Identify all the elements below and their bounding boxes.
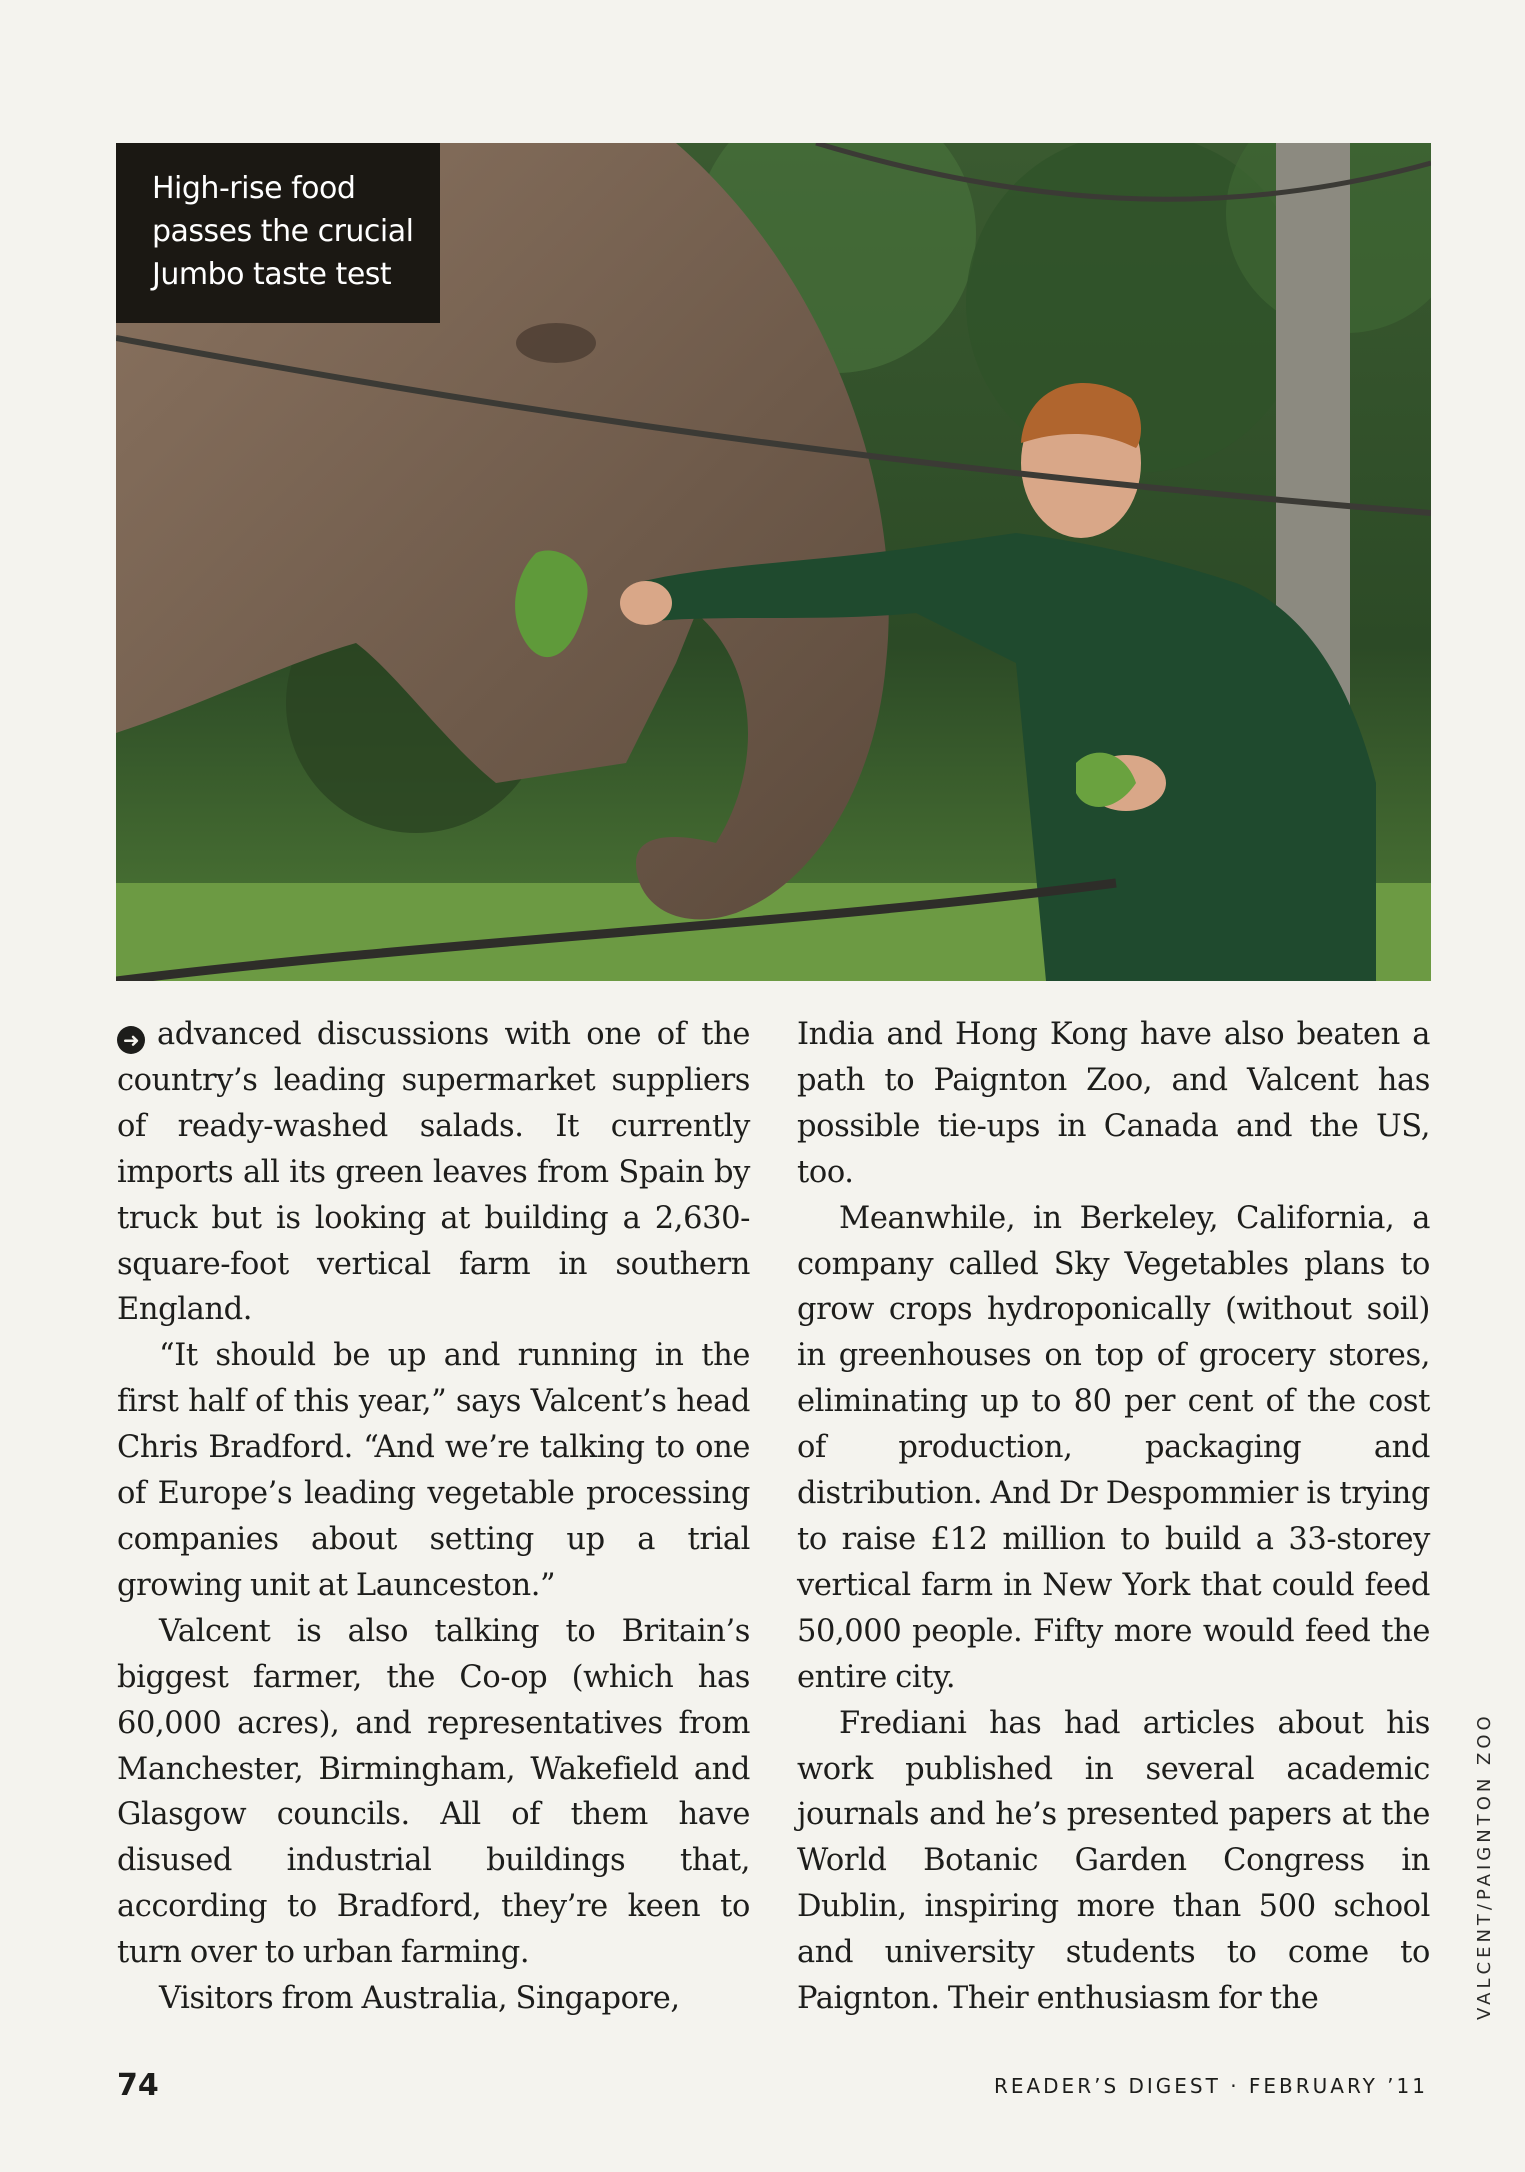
- caption-line: passes the crucial: [152, 214, 414, 249]
- paragraph: “It should be up and running in the first half of this year,” says Valcent’s head Chris Bradford. “And we’re talking to one of Europe’s leading vegetable processing companies about setting up a trial growing unit at Launceston.”: [117, 1338, 750, 1603]
- running-footer: READER’S DIGEST · FEBRUARY ’11: [993, 2074, 1428, 2098]
- paragraph-text: advanced discussions with one of the country’s leading supermarket suppliers of ready-washed salads. It currently imports all its green leaves from Spain by truck but is looking at building a 2,630-square-foot vertical farm in southern England.: [117, 1017, 750, 1328]
- paragraph: Valcent is also talking to Britain’s biggest farmer, the Co-op (which has 60,000 acres), and representatives from Manchester, Birmingham, Wakefield and Glasgow councils. All of them have disused industrial buildings that, according to Bradford, they’re keen to turn over to urban farming.: [117, 1613, 750, 1971]
- continued-arrow-icon: ➜: [117, 1026, 145, 1054]
- article-column-right: [797, 1012, 1430, 2022]
- article-photo: [116, 143, 1431, 981]
- page-number: 74: [117, 2068, 159, 2103]
- paragraph: Frediani has had articles about his work published in several academic journals and he’s presented papers at the World Botanic Garden Congress in Dublin, inspiring more than 500 school and university students to come to Paignton. Their enthusiasm for the: [797, 1705, 1430, 2017]
- photo-caption: [116, 143, 440, 323]
- article-column-left: [117, 1012, 750, 2022]
- photo-credit: VALCENT/PAIGNTON ZOO: [1474, 1712, 1495, 2020]
- paragraph: [117, 1012, 750, 1333]
- paragraph: Visitors from Australia, Singapore,: [159, 1981, 680, 2017]
- paragraph: Meanwhile, in Berkeley, California, a company called Sky Vegetables plans to grow crops hydroponically (without soil) in greenhouses on top of grocery stores, eliminating up to 80 per cent of the cost of production, packaging and distribution. And Dr Despommier is trying to raise £12 million to build a 33-storey vertical farm in New York that could feed 50,000 people. Fifty more would feed the entire city.: [797, 1200, 1430, 1695]
- caption-line: Jumbo taste test: [152, 257, 392, 292]
- caption-line: High-rise food: [152, 171, 356, 206]
- paragraph: India and Hong Kong have also beaten a path to Paignton Zoo, and Valcent has possible tie-ups in Canada and the US, too.: [797, 1017, 1430, 1190]
